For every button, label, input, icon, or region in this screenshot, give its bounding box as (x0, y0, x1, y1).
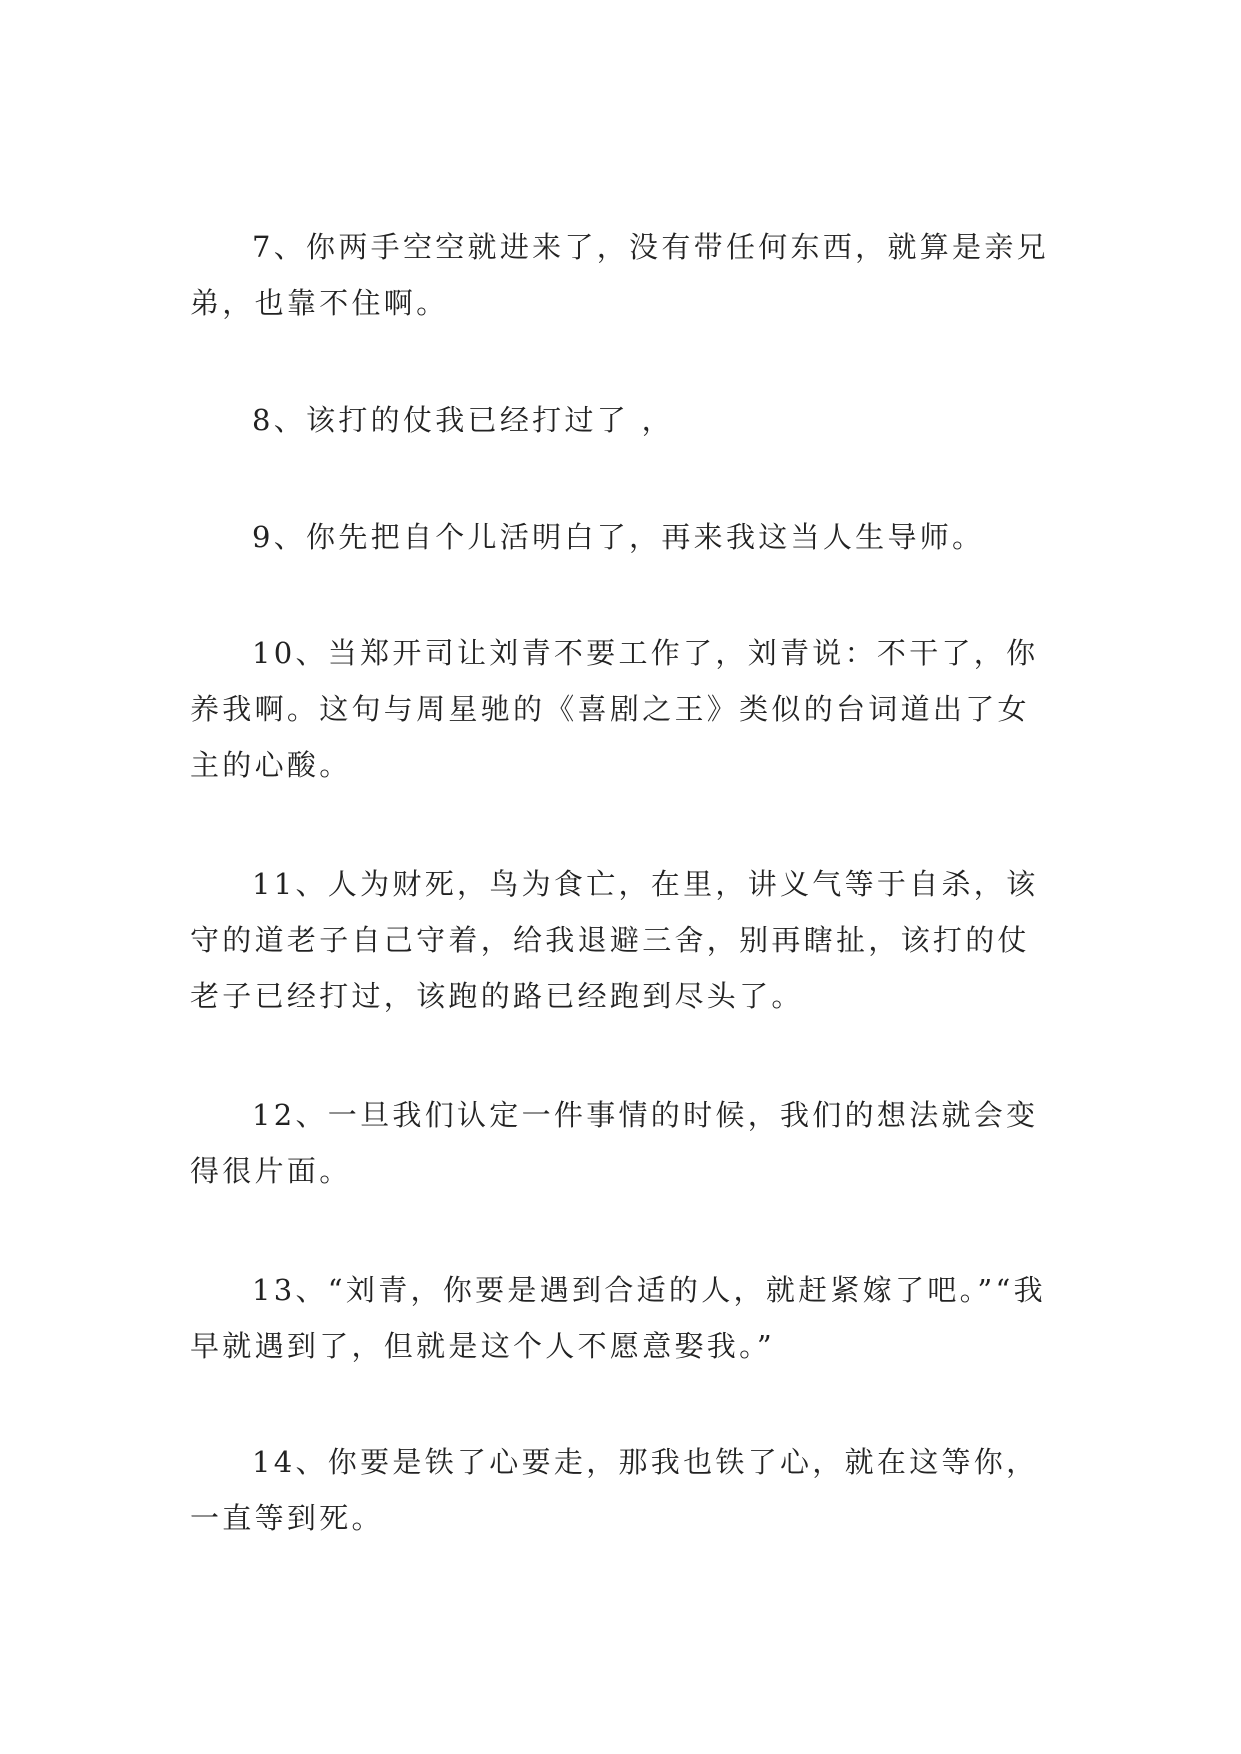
paragraph-12: 12、一旦我们认定一件事情的时候，我们的想法就会变得很片面。 (190, 1098, 1039, 1188)
paragraph-9: 9、你先把自个儿活明白了，再来我这当人生导师。 (252, 520, 985, 554)
paragraph-8: 8、该打的仗我已经打过了 ， (252, 403, 674, 437)
paragraph-13: 13、“刘青，你要是遇到合适的人，就赶紧嫁了吧。”“我早就遇到了，但就是这个人不愿意娶我。” (190, 1273, 1046, 1363)
paragraph-10: 10、当郑开司让刘青不要工作了，刘青说：不干了，你养我啊。这句与周星驰的《喜剧之王》类似的台词道出了女主的心酸。 (190, 636, 1039, 782)
paragraph-11: 11、人为财死，鸟为食亡，在里，讲义气等于自杀，该守的道老子自己守着，给我退避三舍，别再瞎扯，该打的仗老子已经打过，该跑的路已经跑到尽头了。 (190, 867, 1039, 1013)
paragraph-7: 7、你两手空空就进来了，没有带任何东西，就算是亲兄弟，也靠不住啊。 (190, 230, 1049, 320)
paragraph-14: 14、你要是铁了心要走，那我也铁了心，就在这等你，一直等到死。 (190, 1445, 1039, 1535)
